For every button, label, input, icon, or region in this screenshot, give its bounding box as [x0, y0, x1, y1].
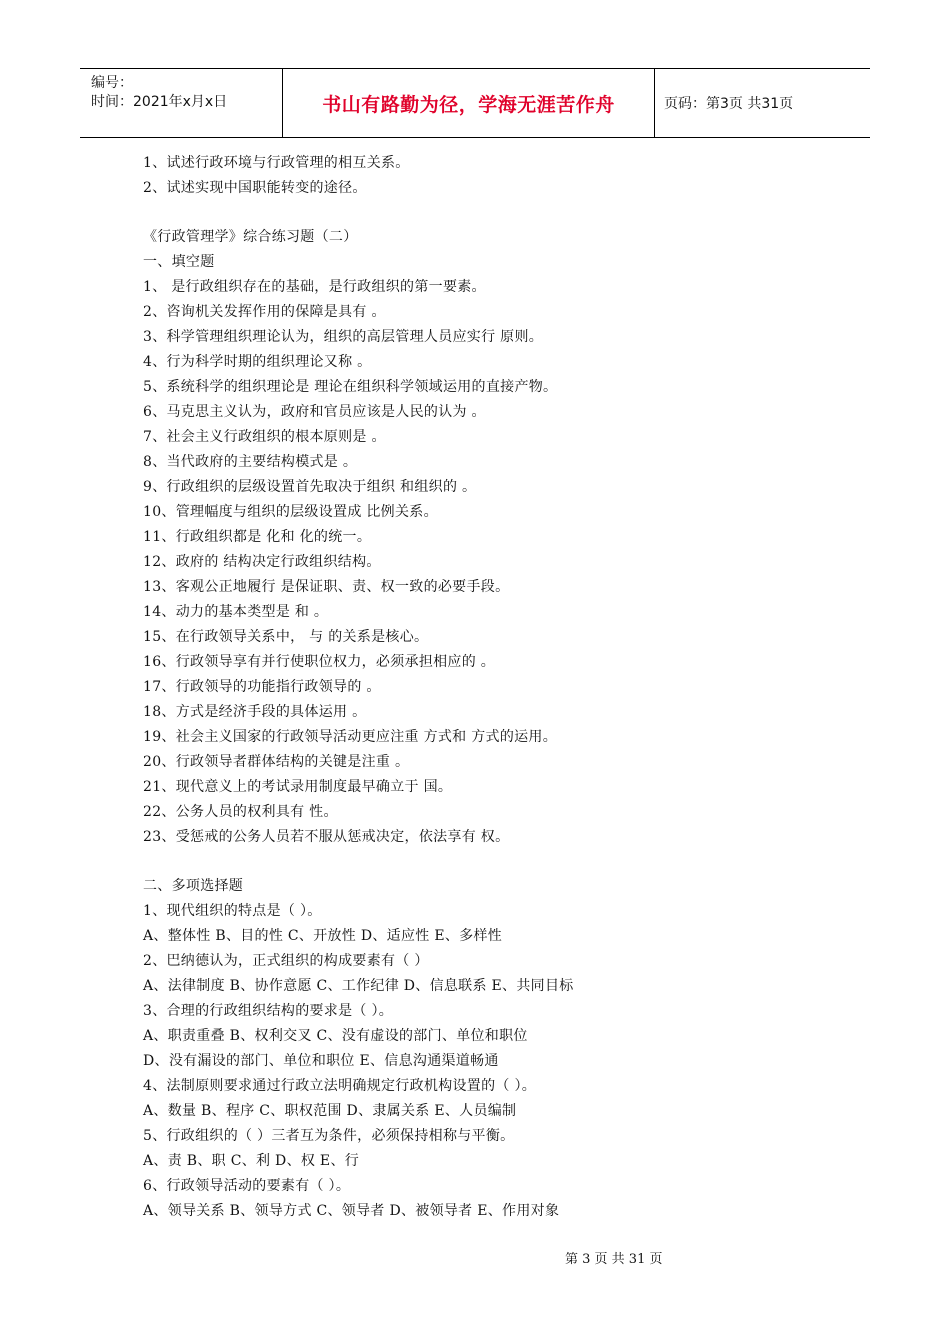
header-left-cell — [80, 69, 283, 137]
text-line: D、没有漏设的部门、单位和职位 E、信息沟通渠道畅通 — [143, 1053, 499, 1069]
text-line: 8、当代政府的主要结构模式是 。 — [143, 454, 358, 470]
text-line: 3、科学管理组织理论认为，组织的高层管理人员应实行 原则。 — [143, 329, 544, 345]
text-line: 5、系统科学的组织理论是 理论在组织科学领域运用的直接产物。 — [143, 379, 558, 395]
text-line: 7、社会主义行政组织的根本原则是 。 — [143, 429, 386, 445]
text-line: 2、巴纳德认为，正式组织的构成要素有（ ） — [143, 953, 429, 969]
text-line: 一、填空题 — [143, 254, 215, 270]
document-header — [80, 68, 870, 138]
text-line: 21、现代意义上的考试录用制度最早确立于 国。 — [143, 779, 453, 795]
text-line: A、职责重叠 B、权利交叉 C、没有虚设的部门、单位和职位 — [143, 1028, 528, 1044]
text-line: 15、在行政领导关系中， 与 的关系是核心。 — [143, 629, 429, 645]
text-line: 9、行政组织的层级设置首先取决于组织 和组织的 。 — [143, 479, 477, 495]
text-line: 11、行政组织都是 化和 化的统一。 — [143, 529, 372, 545]
text-line: A、法律制度 B、协作意愿 C、工作纪律 D、信息联系 E、共同目标 — [143, 978, 574, 994]
number-label: 编号： — [91, 75, 133, 91]
text-line: 4、法制原则要求通过行政立法明确规定行政机构设置的（ ）。 — [143, 1078, 537, 1094]
text-line: 5、行政组织的（ ）三者互为条件，必须保持相称与平衡。 — [143, 1128, 515, 1144]
text-line: 16、行政领导享有并行使职位权力，必须承担相应的 。 — [143, 654, 496, 670]
text-line: 2、试述实现中国职能转变的途径。 — [143, 180, 367, 196]
text-line: 《行政管理学》综合练习题（二） — [143, 229, 358, 245]
header-motto-cell — [283, 69, 655, 137]
text-line: 10、管理幅度与组织的层级设置成 比例关系。 — [143, 504, 438, 520]
motto: 书山有路勤为径，学海无涯苦作舟 — [322, 93, 615, 116]
text-line: 6、行政领导活动的要素有（ ）。 — [143, 1178, 351, 1194]
text-line: 二、多项选择题 — [143, 878, 244, 894]
text-line: 3、合理的行政组织结构的要求是（ ）。 — [143, 1003, 394, 1019]
text-line: 6、马克思主义认为，政府和官员应该是人民的认为 。 — [143, 404, 486, 420]
text-line: 22、公务人员的权利具有 性。 — [143, 804, 338, 820]
text-line: 18、方式是经济手段的具体运用 。 — [143, 704, 367, 720]
page-info: 页码：第3页 共31页 — [664, 96, 794, 112]
text-line: 1、试述行政环境与行政管理的相互关系。 — [143, 155, 410, 171]
text-line: 20、行政领导者群体结构的关键是注重 。 — [143, 754, 410, 770]
text-line: 1、 是行政组织存在的基础，是行政组织的第一要素。 — [143, 279, 486, 295]
text-line: 2、咨询机关发挥作用的保障是具有 。 — [143, 304, 386, 320]
text-line: 12、政府的 结构决定行政组织结构。 — [143, 554, 381, 570]
text-line: A、数量 B、程序 C、职权范围 D、隶属关系 E、人员编制 — [143, 1103, 517, 1119]
date-label: 时间：2021年x月x日 — [91, 94, 228, 110]
text-line: 19、社会主义国家的行政领导活动更应注重 方式和 方式的运用。 — [143, 729, 558, 745]
text-line: 23、受惩戒的公务人员若不服从惩戒决定，依法享有 权。 — [143, 829, 510, 845]
text-line: A、责 B、职 C、利 D、权 E、行 — [143, 1153, 360, 1169]
text-line: A、整体性 B、目的性 C、开放性 D、适应性 E、多样性 — [143, 928, 503, 944]
text-line: 4、行为科学时期的组织理论又称 。 — [143, 354, 372, 370]
text-line: A、领导关系 B、领导方式 C、领导者 D、被领导者 E、作用对象 — [143, 1203, 560, 1219]
text-line: 1、现代组织的特点是（ ）。 — [143, 903, 322, 919]
text-line: 14、动力的基本类型是 和 。 — [143, 604, 329, 620]
page-footer: 第 3 页 共 31 页 — [565, 1252, 663, 1267]
text-line: 17、行政领导的功能指行政领导的 。 — [143, 679, 381, 695]
header-page-cell — [655, 69, 870, 137]
text-line: 13、客观公正地履行 是保证职、责、权一致的必要手段。 — [143, 579, 510, 595]
